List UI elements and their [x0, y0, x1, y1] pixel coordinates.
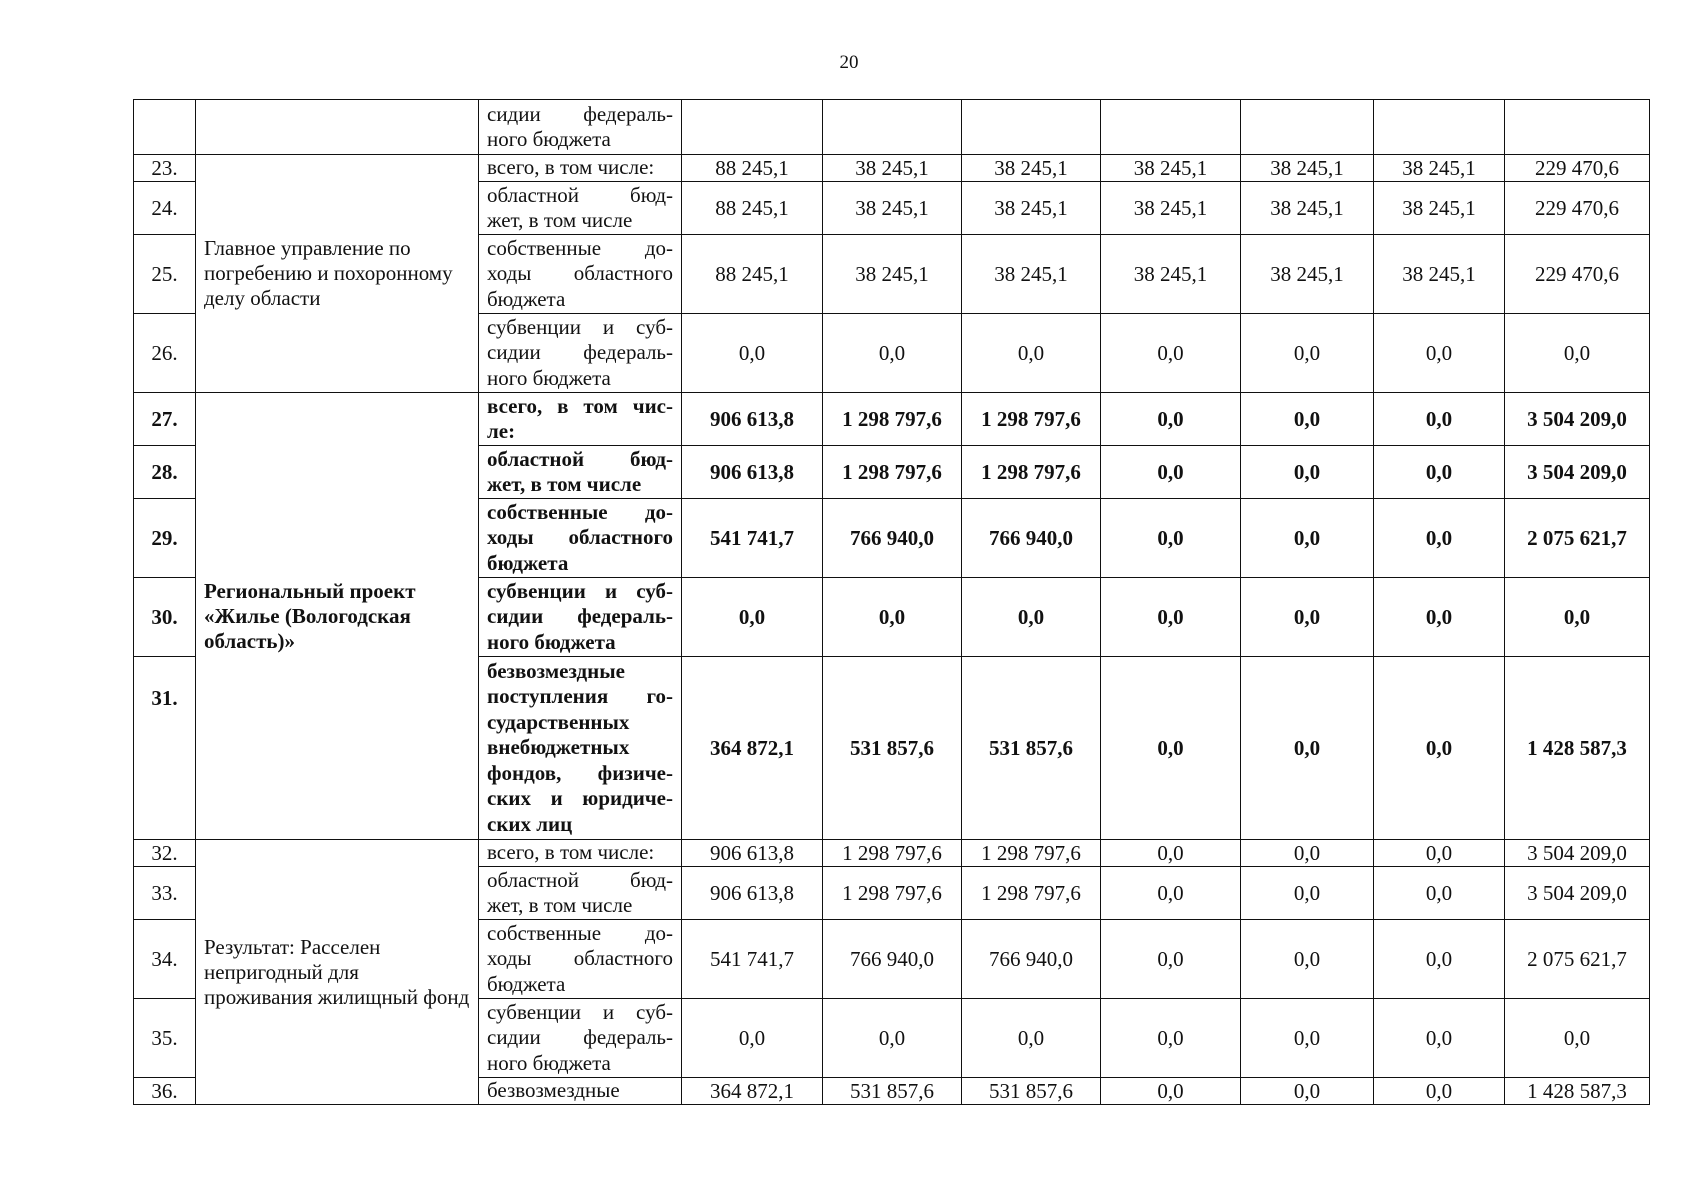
source-line: ских и юридиче- [487, 786, 673, 811]
source-line-last: ного бюджета [487, 1050, 611, 1075]
table-row [134, 393, 1650, 446]
value-cell: 0,0 [1374, 1078, 1505, 1105]
source-line: собственные до- [487, 235, 673, 260]
value-cell: 766 940,0 [962, 920, 1101, 999]
value-cell: 229 470,6 [1505, 155, 1650, 182]
source-line-last: безвозмездные [487, 1078, 620, 1103]
value-cell: 1 298 797,6 [962, 446, 1101, 499]
group-name: Региональный проект «Жилье (Вологодская область)» [196, 393, 479, 840]
value-cell: 0,0 [1101, 499, 1241, 578]
value-cell: 0,0 [1101, 867, 1241, 920]
value-cell: 0,0 [962, 314, 1101, 393]
row-number: 36. [134, 1078, 196, 1105]
value-cell: 3 504 209,0 [1505, 840, 1650, 867]
value-cell: 0,0 [1505, 578, 1650, 657]
value-cell: 0,0 [962, 578, 1101, 657]
value-cell: 0,0 [1374, 999, 1505, 1078]
value-cell [1101, 100, 1241, 155]
value-cell: 906 613,8 [682, 393, 823, 446]
source-line: собственные до- [487, 499, 673, 524]
value-cell: 0,0 [682, 314, 823, 393]
value-cell: 0,0 [1241, 999, 1374, 1078]
value-cell [1505, 100, 1650, 155]
row-number: 26. [134, 314, 196, 393]
source-line: сударственных [487, 709, 630, 734]
source-cell [479, 657, 682, 840]
source-line-last: жет, в том числе [487, 472, 642, 496]
value-cell: 0,0 [1241, 499, 1374, 578]
value-cell: 364 872,1 [682, 657, 823, 840]
row-number: 30. [134, 578, 196, 657]
row-name-empty [196, 100, 479, 155]
source-cell [479, 314, 682, 393]
value-cell: 38 245,1 [823, 182, 962, 235]
source-cell [479, 1078, 682, 1105]
value-cell [962, 100, 1101, 155]
source-line: ходы областного [487, 261, 673, 286]
value-cell: 38 245,1 [962, 155, 1101, 182]
value-cell: 0,0 [1374, 657, 1505, 840]
row-number: 24. [134, 182, 196, 235]
source-line-last: ного бюджета [487, 365, 611, 390]
value-cell: 0,0 [1374, 314, 1505, 393]
page-number: 20 [839, 52, 859, 73]
source-cell [479, 920, 682, 999]
source-cell [479, 235, 682, 314]
value-cell [823, 100, 962, 155]
source-line: сидии федераль- [487, 604, 673, 629]
table-row [134, 155, 1650, 182]
value-cell: 38 245,1 [823, 155, 962, 182]
value-cell: 88 245,1 [682, 182, 823, 235]
row-number: 35. [134, 999, 196, 1078]
row-number: 25. [134, 235, 196, 314]
value-cell: 0,0 [1241, 867, 1374, 920]
value-cell: 0,0 [1241, 840, 1374, 867]
source-line: сидии федераль- [487, 340, 673, 365]
value-cell: 0,0 [823, 314, 962, 393]
value-cell [682, 100, 823, 155]
source-line-last: бюджета [487, 971, 566, 996]
value-cell: 0,0 [1241, 393, 1374, 446]
source-line-last: жет, в том числе [487, 208, 633, 232]
value-cell: 906 613,8 [682, 867, 823, 920]
value-cell: 531 857,6 [823, 1078, 962, 1105]
row-number: 31. [134, 657, 196, 840]
source-cell [479, 393, 682, 446]
source-line-last: ле: [487, 419, 516, 443]
row-number: 23. [134, 155, 196, 182]
source-line: всего, в том чис- [487, 393, 673, 418]
value-cell: 531 857,6 [962, 1078, 1101, 1105]
source-cell [479, 578, 682, 657]
source-line-last: всего, в том числе: [487, 840, 655, 865]
source-line-last: бюджета [487, 286, 566, 311]
value-cell: 0,0 [1101, 920, 1241, 999]
source-cell [479, 446, 682, 499]
value-cell: 766 940,0 [823, 920, 962, 999]
value-cell: 0,0 [1241, 446, 1374, 499]
value-cell: 0,0 [1101, 999, 1241, 1078]
value-cell: 1 298 797,6 [962, 867, 1101, 920]
value-cell: 1 298 797,6 [962, 840, 1101, 867]
row-number: 33. [134, 867, 196, 920]
value-cell: 3 504 209,0 [1505, 867, 1650, 920]
value-cell: 1 428 587,3 [1505, 657, 1650, 840]
value-cell: 0,0 [1374, 840, 1505, 867]
row-number: 28. [134, 446, 196, 499]
row-number: 29. [134, 499, 196, 578]
group-name: Результат: Расселен непригодный для проживания жилищный фонд [196, 840, 479, 1105]
source-cell [479, 100, 682, 155]
value-cell: 229 470,6 [1505, 235, 1650, 314]
value-cell [1374, 100, 1505, 155]
value-cell: 1 298 797,6 [823, 867, 962, 920]
value-cell: 541 741,7 [682, 920, 823, 999]
value-cell: 0,0 [1374, 867, 1505, 920]
value-cell: 0,0 [682, 578, 823, 657]
source-cell [479, 867, 682, 920]
value-cell: 541 741,7 [682, 499, 823, 578]
value-cell: 766 940,0 [823, 499, 962, 578]
source-line: ходы областного [487, 525, 673, 550]
value-cell: 1 298 797,6 [823, 840, 962, 867]
value-cell: 766 940,0 [962, 499, 1101, 578]
value-cell: 0,0 [1101, 840, 1241, 867]
value-cell: 0,0 [1241, 657, 1374, 840]
value-cell: 2 075 621,7 [1505, 920, 1650, 999]
value-cell: 0,0 [1101, 1078, 1241, 1105]
source-line: поступления го- [487, 684, 673, 709]
value-cell: 0,0 [1374, 578, 1505, 657]
source-line: сидии федераль- [487, 1025, 673, 1050]
source-cell [479, 840, 682, 867]
source-line-last: жет, в том числе [487, 893, 633, 917]
value-cell: 0,0 [823, 999, 962, 1078]
value-cell: 0,0 [1374, 446, 1505, 499]
value-cell: 0,0 [1241, 1078, 1374, 1105]
value-cell: 1 298 797,6 [823, 393, 962, 446]
value-cell: 38 245,1 [1241, 235, 1374, 314]
value-cell: 38 245,1 [1374, 235, 1505, 314]
source-line-last: ских лиц [487, 811, 573, 836]
source-line: сидии федераль- [487, 101, 673, 126]
value-cell: 2 075 621,7 [1505, 499, 1650, 578]
value-cell: 38 245,1 [1241, 155, 1374, 182]
value-cell: 38 245,1 [823, 235, 962, 314]
value-cell: 0,0 [1241, 314, 1374, 393]
budget-table [133, 99, 1650, 1105]
source-line: ходы областного [487, 946, 673, 971]
value-cell: 0,0 [1101, 314, 1241, 393]
source-cell [479, 182, 682, 235]
value-cell: 0,0 [1241, 578, 1374, 657]
value-cell: 1 428 587,3 [1505, 1078, 1650, 1105]
value-cell: 88 245,1 [682, 235, 823, 314]
value-cell: 0,0 [823, 578, 962, 657]
source-line-last: всего, в том числе: [487, 155, 655, 180]
value-cell: 38 245,1 [1374, 155, 1505, 182]
source-line: субвенции и суб- [487, 578, 673, 603]
source-line: областной бюд- [487, 182, 673, 207]
value-cell: 38 245,1 [1374, 182, 1505, 235]
value-cell: 38 245,1 [962, 182, 1101, 235]
group-name: Главное управление по погребению и похоронному делу области [196, 155, 479, 393]
source-line: субвенции и суб- [487, 999, 673, 1024]
value-cell: 38 245,1 [1101, 155, 1241, 182]
value-cell [1241, 100, 1374, 155]
value-cell: 0,0 [1101, 446, 1241, 499]
source-line: фондов, физиче- [487, 760, 673, 785]
value-cell: 88 245,1 [682, 155, 823, 182]
value-cell: 531 857,6 [962, 657, 1101, 840]
value-cell: 364 872,1 [682, 1078, 823, 1105]
value-cell: 0,0 [1101, 393, 1241, 446]
source-cell [479, 999, 682, 1078]
row-number [134, 100, 196, 155]
source-line: внебюджетных [487, 735, 630, 760]
source-line-last: ного бюджета [487, 629, 616, 654]
value-cell: 0,0 [1374, 499, 1505, 578]
source-line-last: ного бюджета [487, 127, 611, 151]
source-cell [479, 155, 682, 182]
value-cell: 0,0 [962, 999, 1101, 1078]
table-row [134, 840, 1650, 867]
row-number: 27. [134, 393, 196, 446]
value-cell: 0,0 [1505, 314, 1650, 393]
value-cell: 1 298 797,6 [962, 393, 1101, 446]
source-line: безвозмездные [487, 658, 625, 683]
value-cell: 229 470,6 [1505, 182, 1650, 235]
value-cell: 906 613,8 [682, 840, 823, 867]
source-line: областной бюд- [487, 446, 673, 471]
value-cell: 0,0 [1101, 578, 1241, 657]
source-cell [479, 499, 682, 578]
value-cell: 38 245,1 [1241, 182, 1374, 235]
source-line: субвенции и суб- [487, 314, 673, 339]
value-cell: 38 245,1 [1101, 235, 1241, 314]
source-line: областной бюд- [487, 867, 673, 892]
value-cell: 38 245,1 [1101, 182, 1241, 235]
value-cell: 3 504 209,0 [1505, 393, 1650, 446]
table-row [134, 100, 1650, 155]
row-number: 32. [134, 840, 196, 867]
value-cell: 38 245,1 [962, 235, 1101, 314]
value-cell: 0,0 [1374, 920, 1505, 999]
value-cell: 0,0 [1101, 657, 1241, 840]
value-cell: 906 613,8 [682, 446, 823, 499]
value-cell: 0,0 [1374, 393, 1505, 446]
value-cell: 3 504 209,0 [1505, 446, 1650, 499]
row-number: 34. [134, 920, 196, 999]
value-cell: 531 857,6 [823, 657, 962, 840]
value-cell: 1 298 797,6 [823, 446, 962, 499]
source-line-last: бюджета [487, 550, 569, 575]
value-cell: 0,0 [1241, 920, 1374, 999]
value-cell: 0,0 [682, 999, 823, 1078]
value-cell: 0,0 [1505, 999, 1650, 1078]
source-line: собственные до- [487, 920, 673, 945]
